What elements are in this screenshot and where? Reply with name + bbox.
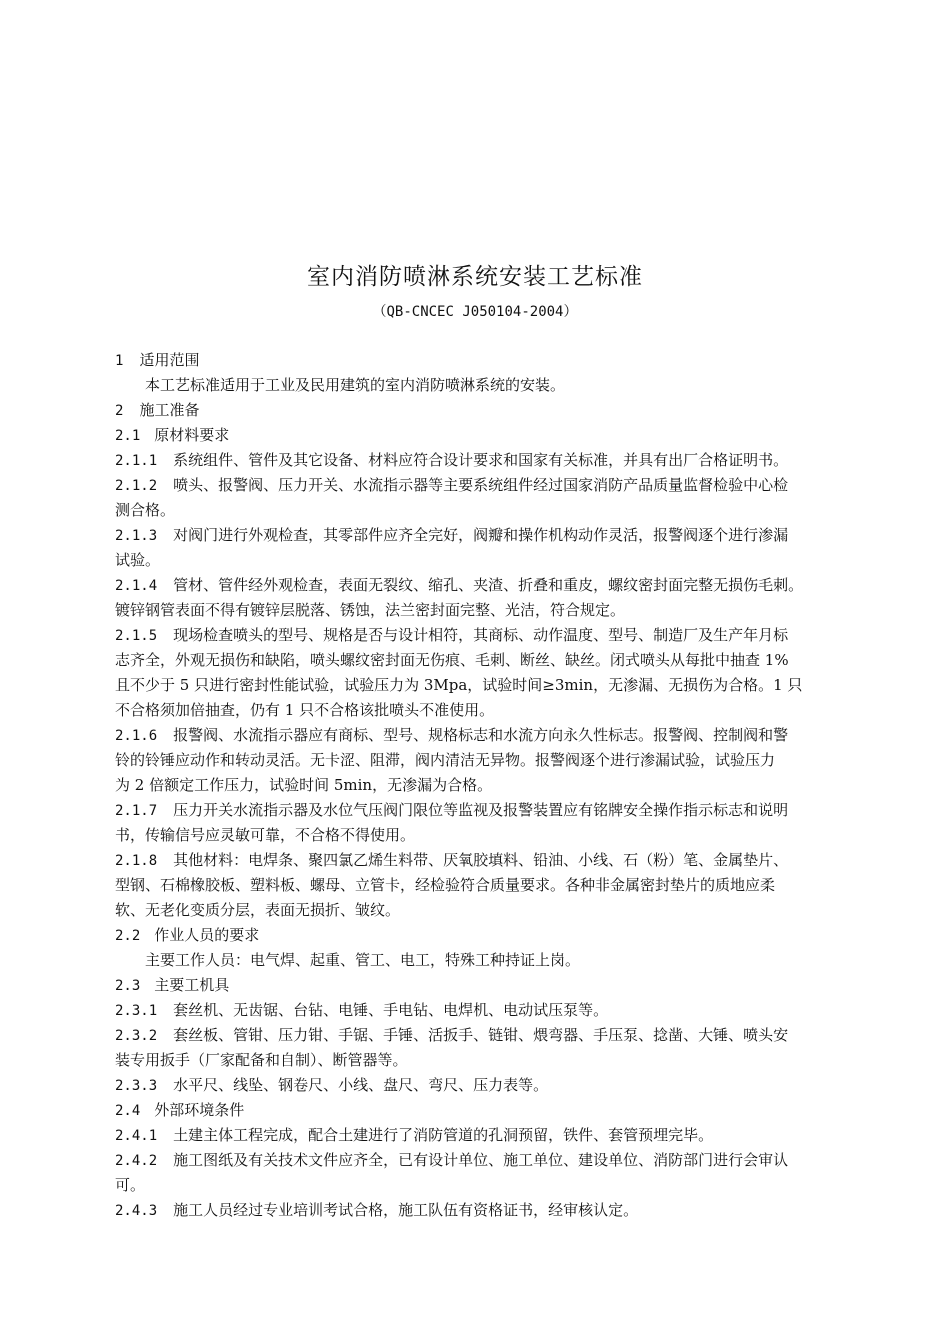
continuation-line: 且不少于 5 只进行密封性能试验，试验压力为 3Mpa，试验时间≥3min，无渗漏、无损伤为合格。1 只	[115, 676, 803, 694]
section-number: 1	[115, 353, 124, 369]
continuation-line: 志齐全，外观无损伤和缺陷，喷头螺纹密封面无伤痕、毛刺、断丝、缺丝。闭式喷头从每批中抽查 1%	[115, 651, 789, 669]
clause-line	[115, 623, 870, 648]
clause-text: 套丝板、管钳、压力钳、手锯、手锤、活扳手、链钳、煨弯器、手压泵、捻凿、大锤、喷头安	[173, 1026, 789, 1044]
clause-text: 喷头、报警阀、压力开关、水流指示器等主要系统组件经过国家消防产品质量监督检验中心检	[173, 476, 789, 494]
clause-number: 2.1.6	[115, 728, 158, 744]
clause-line	[115, 1073, 870, 1098]
section-heading	[115, 1098, 870, 1123]
continuation-line: 试验。	[115, 551, 161, 569]
indented-paragraph: 主要工作人员：电气焊、起重、管工、电工，特殊工种持证上岗。	[145, 951, 581, 969]
section-number: 2.3	[115, 978, 141, 994]
clause-text: 施工人员经过专业培训考试合格，施工队伍有资格证书，经审核认定。	[173, 1201, 639, 1219]
clause-text: 其他材料：电焊条、聚四氯乙烯生料带、厌氧胶填料、铅油、小线、石（粉）笔、金属垫片、	[173, 851, 789, 869]
standard-code: （QB-CNCEC J050104-2004）	[372, 304, 578, 320]
clause-text: 现场检查喷头的型号、规格是否与设计相符，其商标、动作温度、型号、制造厂及生产年月标	[173, 626, 789, 644]
continuation-line: 书，传输信号应灵敏可靠，不合格不得使用。	[115, 826, 416, 844]
section-number: 2.2	[115, 928, 141, 944]
section-heading	[115, 348, 870, 373]
clause-text: 对阀门进行外观检查，其零部件应齐全完好，阀瓣和操作机构动作灵活，报警阀逐个进行渗漏	[173, 526, 789, 544]
clause-line	[115, 998, 870, 1023]
section-heading	[115, 423, 870, 448]
document-body	[115, 348, 870, 1223]
clause-number: 2.3.1	[115, 1003, 158, 1019]
clause-text: 施工图纸及有关技术文件应齐全，已有设计单位、施工单位、建设单位、消防部门进行会审认	[173, 1151, 789, 1169]
clause-line	[115, 1148, 870, 1173]
clause-number: 2.4.2	[115, 1153, 158, 1169]
clause-line	[115, 848, 870, 873]
section-heading	[115, 398, 870, 423]
continuation-line: 可。	[115, 1176, 146, 1194]
section-number: 2.4	[115, 1103, 141, 1119]
clause-number: 2.3.3	[115, 1078, 158, 1094]
continuation-line: 装专用扳手（厂家配备和自制）、断管器等。	[115, 1051, 408, 1069]
clause-line	[115, 1198, 870, 1223]
clause-number: 2.1.3	[115, 528, 158, 544]
clause-number: 2.4.3	[115, 1203, 158, 1219]
continuation-line: 为 2 倍额定工作压力，试验时间 5min，无渗漏为合格。	[115, 776, 493, 794]
section-heading-text: 外部环境条件	[154, 1101, 245, 1119]
section-heading-text: 作业人员的要求	[154, 926, 260, 944]
section-heading-text: 施工准备	[139, 401, 200, 419]
clause-line	[115, 1023, 870, 1048]
section-number: 2	[115, 403, 124, 419]
clause-number: 2.1.4	[115, 578, 158, 594]
section-heading-text: 原材料要求	[154, 426, 230, 444]
clause-line	[115, 473, 870, 498]
clause-text: 报警阀、水流指示器应有商标、型号、规格标志和水流方向永久性标志。报警阀、控制阀和警	[173, 726, 789, 744]
clause-number: 2.3.2	[115, 1028, 158, 1044]
clause-text: 管材、管件经外观检查，表面无裂纹、缩孔、夹渣、折叠和重皮，螺纹密封面完整无损伤毛刺。	[173, 576, 804, 594]
clause-line	[115, 1123, 870, 1148]
continuation-line: 测合格。	[115, 501, 176, 519]
clause-line	[115, 448, 870, 473]
indented-paragraph: 本工艺标准适用于工业及民用建筑的室内消防喷淋系统的安装。	[145, 376, 566, 394]
section-number: 2.1	[115, 428, 141, 444]
section-heading	[115, 923, 870, 948]
clause-text: 水平尺、线坠、钢卷尺、小线、盘尺、弯尺、压力表等。	[173, 1076, 549, 1094]
clause-number: 2.1.7	[115, 803, 158, 819]
clause-line	[115, 723, 870, 748]
clause-number: 2.1.1	[115, 453, 158, 469]
continuation-line: 铃的铃锤应动作和转动灵活。无卡涩、阻滞，阀内清洁无异物。报警阀逐个进行渗漏试验，试验压力	[115, 751, 776, 769]
continuation-line: 型钢、石棉橡胶板、塑料板、螺母、立管卡，经检验符合质量要求。各种非金属密封垫片的质地应柔	[115, 876, 776, 894]
clause-text: 套丝机、无齿锯、台钻、电锤、手电钻、电焊机、电动试压泵等。	[173, 1001, 609, 1019]
continuation-line: 镀锌钢管表面不得有镀锌层脱落、锈蚀，法兰密封面完整、光洁，符合规定。	[115, 601, 626, 619]
clause-number: 2.1.8	[115, 853, 158, 869]
section-heading-text: 主要工机具	[154, 976, 230, 994]
section-heading-text: 适用范围	[139, 351, 200, 369]
clause-text: 系统组件、管件及其它设备、材料应符合设计要求和国家有关标准，并具有出厂合格证明书。	[173, 451, 789, 469]
clause-text: 压力开关水流指示器及水位气压阀门限位等监视及报警装置应有铭牌安全操作指示标志和说明	[173, 801, 789, 819]
clause-line	[115, 523, 870, 548]
clause-line	[115, 798, 870, 823]
clause-number: 2.1.5	[115, 628, 158, 644]
clause-number: 2.4.1	[115, 1128, 158, 1144]
document-title: 室内消防喷淋系统安装工艺标准	[307, 264, 643, 290]
clause-line	[115, 573, 870, 598]
continuation-line: 软、无老化变质分层，表面无损折、皱纹。	[115, 901, 401, 919]
continuation-line: 不合格须加倍抽查，仍有 1 只不合格该批喷头不准使用。	[115, 701, 495, 719]
clause-text: 土建主体工程完成，配合土建进行了消防管道的孔洞预留，铁件、套管预埋完毕。	[173, 1126, 714, 1144]
section-heading	[115, 973, 870, 998]
clause-number: 2.1.2	[115, 478, 158, 494]
